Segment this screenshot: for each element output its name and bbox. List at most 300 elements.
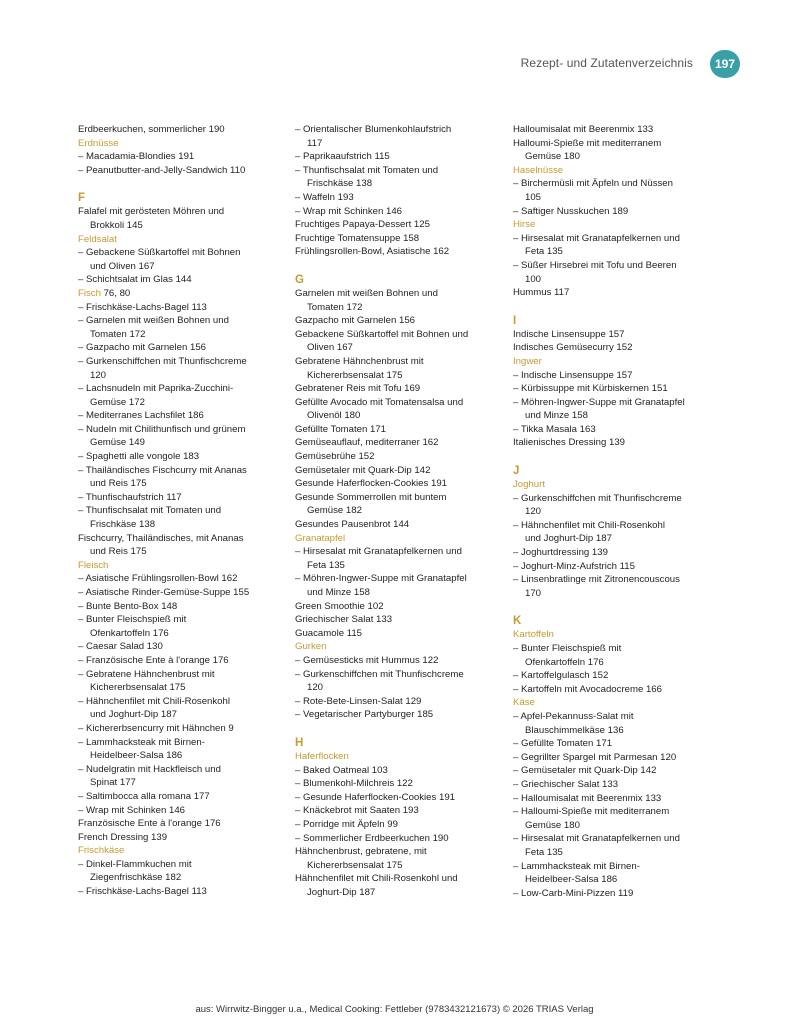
index-subentry <box>513 710 713 724</box>
index-text: Gemüse 180 <box>525 151 580 163</box>
index-category <box>513 478 713 492</box>
index-text: – Tikka Masala 163 <box>513 423 596 435</box>
index-text: Kichererbsensalat 175 <box>90 682 186 694</box>
index-subentry <box>513 642 713 656</box>
index-entry <box>295 423 495 437</box>
index-entry-continuation <box>78 871 278 885</box>
index-subentry <box>78 736 278 750</box>
index-text: – Frischkäse-Lachs-Bagel 113 <box>78 301 207 313</box>
index-category <box>78 559 278 573</box>
index-text: – Thunfischaufstrich 117 <box>78 491 182 503</box>
index-text: Frischkäse 138 <box>307 178 373 190</box>
index-text: – Gebackene Süßkartoffel mit Bohnen <box>78 247 241 259</box>
index-entry <box>78 532 278 546</box>
index-category <box>513 628 713 642</box>
index-text: – Rote-Bete-Linsen-Salat 129 <box>295 695 422 707</box>
running-header-title: Rezept- und Zutatenverzeichnis <box>520 56 693 70</box>
index-entry-continuation <box>513 873 713 887</box>
index-text: – Asiatische Rinder-Gemüse-Suppe 155 <box>78 587 250 598</box>
index-text: Gesunde Haferflocken-Cookies 191 <box>295 478 447 490</box>
index-subentry <box>513 683 713 697</box>
index-subentry <box>513 546 713 560</box>
index-text: – Lammhacksteak mit Birnen- <box>513 860 640 872</box>
index-entry-continuation <box>78 396 278 410</box>
index-text: – Paprikaaufstrich 115 <box>295 151 390 163</box>
index-text: Kartoffeln <box>513 629 554 641</box>
index-text: Fisch <box>78 287 101 299</box>
index-text: und Reis 175 <box>90 478 147 490</box>
index-text: – Saftiger Nusskuchen 189 <box>513 205 629 217</box>
index-text: Indische Linsensuppe 157 <box>513 328 625 340</box>
index-entry-continuation <box>513 409 713 423</box>
index-text: und Joghurt-Dip 187 <box>90 709 177 721</box>
index-text: Tomaten 172 <box>90 328 146 340</box>
index-entry-continuation <box>78 260 278 274</box>
index-subentry <box>78 763 278 777</box>
index-entry-continuation <box>78 776 278 790</box>
index-text: – Waffeln 193 <box>295 191 354 203</box>
index-letter-heading <box>513 314 713 328</box>
index-text: – Garnelen mit weißen Bohnen und <box>78 315 229 327</box>
index-text: – Gegrillter Spargel mit Parmesan 120 <box>513 751 677 763</box>
index-text: 170 <box>525 587 542 599</box>
index-letter-heading <box>295 736 495 750</box>
index-subentry <box>295 164 495 178</box>
index-entry <box>78 831 278 845</box>
index-text: Hähnchenbrust, gebratene, mit <box>295 846 427 858</box>
index-entry <box>295 845 495 859</box>
index-text: I <box>513 314 517 327</box>
index-subentry <box>78 572 278 586</box>
index-text: Ziegenfrischkäse 182 <box>90 872 182 884</box>
index-text: – Kartoffelgulasch 152 <box>513 670 609 682</box>
index-subentry <box>78 722 278 736</box>
index-text: – Halloumisalat mit Beerenmix 133 <box>513 792 662 804</box>
index-entry-continuation <box>513 656 713 670</box>
index-text: Käse <box>513 697 535 709</box>
index-entry-continuation <box>78 219 278 233</box>
index-text: Gefüllte Avocado mit Tomatensalsa und <box>295 396 464 408</box>
index-subentry <box>78 858 278 872</box>
index-subentry <box>78 382 278 396</box>
index-letter-heading <box>78 191 278 205</box>
index-text: Joghurt-Dip 187 <box>307 886 376 898</box>
index-text: Frischkäse 138 <box>90 519 156 531</box>
index-text: Halloumi-Spieße mit mediterranem <box>513 137 662 149</box>
index-text: Garnelen mit weißen Bohnen und <box>295 287 438 299</box>
index-text: Feta 135 <box>525 846 563 858</box>
index-subentry <box>295 708 495 722</box>
index-subentry <box>78 504 278 518</box>
index-subentry <box>295 205 495 219</box>
index-entry-continuation <box>78 518 278 532</box>
index-subentry <box>513 382 713 396</box>
index-subentry <box>78 273 278 287</box>
index-text: Gebackene Süßkartoffel mit Bohnen und <box>295 328 469 340</box>
index-text: Feldsalat <box>78 233 117 245</box>
index-subentry <box>513 887 713 901</box>
index-entry <box>295 872 495 886</box>
index-entry-continuation <box>513 191 713 205</box>
index-entry-continuation <box>78 681 278 695</box>
index-subentry <box>295 191 495 205</box>
index-entry-continuation <box>513 724 713 738</box>
index-entry <box>295 314 495 328</box>
index-entry-continuation <box>513 150 713 164</box>
index-subentry <box>78 790 278 804</box>
index-text: Spinat 177 <box>90 777 136 789</box>
index-entry-continuation <box>295 137 495 151</box>
index-subentry <box>78 586 278 600</box>
index-text: – Joghurtdressing 139 <box>513 547 608 559</box>
index-text: Feta 135 <box>525 246 563 258</box>
index-column-3 <box>513 123 713 900</box>
index-text: Heidelbeer-Salsa 186 <box>90 750 183 762</box>
index-entry <box>295 600 495 614</box>
index-text: – Birchermüsli mit Äpfeln und Nüssen <box>513 178 673 190</box>
index-text: Gebratener Reis mit Tofu 169 <box>295 383 421 395</box>
index-entry-continuation <box>513 587 713 601</box>
index-text: und Joghurt-Dip 187 <box>525 533 612 545</box>
index-text: und Minze 158 <box>525 410 588 422</box>
index-subentry <box>295 804 495 818</box>
index-entry-continuation <box>295 369 495 383</box>
index-subentry <box>78 695 278 709</box>
index-subentry <box>513 764 713 778</box>
index-subentry <box>78 668 278 682</box>
index-text: – Bunte Bento-Box 148 <box>78 600 178 612</box>
index-text: Gurken <box>295 641 327 653</box>
index-text: F <box>78 192 86 205</box>
index-subentry <box>78 613 278 627</box>
index-text: Gemüse 182 <box>307 505 362 517</box>
index-text: – Bunter Fleischspieß mit <box>513 643 622 654</box>
index-subentry <box>513 232 713 246</box>
index-entry <box>295 518 495 532</box>
index-text: Fruchtiges Papaya-Dessert 125 <box>295 219 430 231</box>
index-text: – Linsenbratlinge mit Zitronencouscous <box>513 574 680 586</box>
index-entry-continuation <box>295 341 495 355</box>
index-category <box>513 696 713 710</box>
index-text: Gemüse 180 <box>525 819 580 831</box>
index-text: Ingwer <box>513 355 542 367</box>
index-text: Oliven 167 <box>307 342 353 354</box>
index-text: Indisches Gemüsecurry 152 <box>513 342 633 354</box>
index-subentry <box>78 600 278 614</box>
index-subentry <box>295 654 495 668</box>
index-entry-continuation <box>78 477 278 491</box>
index-entry <box>78 205 278 219</box>
index-text: – Hirsesalat mit Granatapfelkernen und <box>295 546 462 558</box>
index-text: – Porridge mit Äpfeln 99 <box>295 818 398 830</box>
index-text: – Schichtsalat im Glas 144 <box>78 274 192 286</box>
index-text: – Joghurt-Minz-Aufstrich 115 <box>513 560 635 572</box>
index-text: Guacamole 115 <box>295 627 363 639</box>
index-entry <box>295 355 495 369</box>
index-subentry <box>78 885 278 899</box>
index-column-2 <box>295 123 495 899</box>
index-text: – Gurkenschiffchen mit Thunfischcreme <box>78 355 247 367</box>
index-category <box>78 233 278 247</box>
index-entry-continuation <box>295 409 495 423</box>
index-entry-continuation <box>513 273 713 287</box>
index-subentry <box>78 314 278 328</box>
index-entry <box>295 287 495 301</box>
index-subentry <box>513 737 713 751</box>
index-letter-heading <box>513 614 713 628</box>
index-entry-continuation <box>295 559 495 573</box>
index-page-refs: 76, 80 <box>100 287 131 299</box>
index-text: Französische Ente à l'orange 176 <box>78 818 221 830</box>
index-text: Falafel mit gerösteten Möhren und <box>78 206 225 218</box>
index-text: Gazpacho mit Garnelen 156 <box>295 315 415 327</box>
index-text: – Caesar Salad 130 <box>78 641 163 653</box>
index-text: Frühlingsrollen-Bowl, Asiatische 162 <box>295 246 450 258</box>
index-text: – Halloumi-Spieße mit mediterranem <box>513 806 670 818</box>
index-text: J <box>513 465 520 478</box>
index-entry-continuation <box>295 586 495 600</box>
index-subentry <box>78 491 278 505</box>
index-text: – Gazpacho mit Garnelen 156 <box>78 342 206 354</box>
index-text: Granatapfel <box>295 532 346 544</box>
index-text: – Möhren-Ingwer-Suppe mit Granatapfel <box>513 396 685 408</box>
index-entry-continuation <box>295 886 495 900</box>
index-entry-continuation <box>513 819 713 833</box>
index-text: – Nudelgratin mit Hackfleisch und <box>78 763 221 775</box>
index-text: Haferflocken <box>295 750 349 762</box>
index-subentry <box>78 164 278 178</box>
index-subentry <box>78 409 278 423</box>
index-text: Gefüllte Tomaten 171 <box>295 423 387 435</box>
index-subentry <box>78 301 278 315</box>
index-entry <box>513 328 713 342</box>
index-text: – Französische Ente à l'orange 176 <box>78 654 229 666</box>
index-text: – Gurkenschiffchen mit Thunfischcreme <box>513 492 682 504</box>
index-text: – Bunter Fleischspieß mit <box>78 614 187 626</box>
index-text: – Kartoffeln mit Avocadocreme 166 <box>513 683 662 695</box>
index-text: Heidelbeer-Salsa 186 <box>525 874 618 886</box>
index-text: Hirse <box>513 219 536 231</box>
index-entry-continuation <box>78 545 278 559</box>
index-text: – Kürbissuppe mit Kürbiskernen 151 <box>513 383 668 395</box>
index-entry <box>295 613 495 627</box>
index-subentry <box>295 695 495 709</box>
index-text: – Griechischer Salat 133 <box>513 778 619 790</box>
index-entry-continuation <box>78 708 278 722</box>
index-entry <box>78 123 278 137</box>
index-text: – Gefüllte Tomaten 171 <box>513 738 613 750</box>
index-text: und Oliven 167 <box>90 260 155 272</box>
index-text: Olivenöl 180 <box>307 410 361 422</box>
index-entry <box>513 123 713 137</box>
index-text: G <box>295 273 304 286</box>
index-subentry <box>513 259 713 273</box>
index-entry <box>295 245 495 259</box>
index-subentry <box>295 791 495 805</box>
index-text: – Thailändisches Fischcurry mit Ananas <box>78 464 247 476</box>
index-subentry <box>513 860 713 874</box>
index-entry <box>295 382 495 396</box>
index-text: Blauschimmelkäse 136 <box>525 724 624 736</box>
index-text: Tomaten 172 <box>307 301 363 313</box>
index-entry-continuation <box>78 328 278 342</box>
index-text: Gemüsetaler mit Quark-Dip 142 <box>295 464 431 476</box>
index-subentry <box>295 832 495 846</box>
index-subentry <box>78 640 278 654</box>
index-subentry <box>295 764 495 778</box>
index-subentry <box>78 423 278 437</box>
index-category <box>295 750 495 764</box>
index-text: Erdnüsse <box>78 137 119 149</box>
index-entry <box>295 218 495 232</box>
index-text: und Reis 175 <box>90 546 147 558</box>
index-category <box>295 640 495 654</box>
index-text: Kichererbsensalat 175 <box>307 369 403 381</box>
index-subentry <box>513 832 713 846</box>
index-text: – Gemüsetaler mit Quark-Dip 142 <box>513 765 657 777</box>
index-text: – Hirsesalat mit Granatapfelkernen und <box>513 232 680 244</box>
index-subentry <box>513 205 713 219</box>
index-text: Fischcurry, Thailändisches, mit Ananas <box>78 532 244 544</box>
index-text: Gebratene Hähnchenbrust mit <box>295 355 424 367</box>
index-text: Feta 135 <box>307 559 345 571</box>
index-text: Gesunde Sommerrollen mit buntem <box>295 491 447 503</box>
index-text: Italienisches Dressing 139 <box>513 437 625 449</box>
index-text: Halloumisalat mit Beerenmix 133 <box>513 124 654 135</box>
index-text: Gemüsebrühe 152 <box>295 451 375 463</box>
index-text: 117 <box>307 137 323 149</box>
index-subentry <box>295 150 495 164</box>
index-entry-continuation <box>78 436 278 450</box>
index-entry-continuation <box>513 846 713 860</box>
index-entry <box>513 436 713 450</box>
index-entry-continuation <box>513 532 713 546</box>
index-subentry <box>513 778 713 792</box>
index-text: – Knäckebrot mit Saaten 193 <box>295 805 419 817</box>
index-text: Griechischer Salat 133 <box>295 614 393 626</box>
index-text: – Peanutbutter-and-Jelly-Sandwich 110 <box>78 164 246 176</box>
index-text: H <box>295 736 304 749</box>
index-text: 120 <box>525 506 542 518</box>
index-text: – Orientalischer Blumenkohlaufstrich <box>295 124 452 135</box>
index-text: Fleisch <box>78 559 109 571</box>
index-subentry <box>513 423 713 437</box>
index-entry-continuation <box>295 177 495 191</box>
index-text: Frischkäse <box>78 845 125 857</box>
index-text: – Lammhacksteak mit Birnen- <box>78 736 205 748</box>
index-text: – Süßer Hirsebrei mit Tofu und Beeren <box>513 259 677 271</box>
index-subentry <box>513 519 713 533</box>
index-entry <box>513 137 713 151</box>
index-text: – Spaghetti alle vongole 183 <box>78 451 200 463</box>
index-text: – Low-Carb-Mini-Pizzen 119 <box>513 887 634 899</box>
index-subentry <box>295 818 495 832</box>
index-text: – Vegetarischer Partyburger 185 <box>295 709 434 721</box>
index-text: Ofenkartoffeln 176 <box>525 656 604 668</box>
index-entry <box>78 817 278 831</box>
index-subentry <box>295 572 495 586</box>
index-category <box>78 137 278 151</box>
index-category <box>78 844 278 858</box>
index-text: Fruchtige Tomatensuppe 158 <box>295 232 420 244</box>
index-text: und Minze 158 <box>307 587 370 598</box>
index-text: – Hähnchenfilet mit Chili-Rosenkohl <box>78 695 230 707</box>
index-text: – Apfel-Pekannuss-Salat mit <box>513 710 634 722</box>
index-text: – Dinkel-Flammkuchen mit <box>78 858 192 870</box>
index-text: Green Smoothie 102 <box>295 600 384 612</box>
index-text: Joghurt <box>513 479 545 491</box>
index-entry-continuation <box>513 245 713 259</box>
index-subentry <box>78 246 278 260</box>
index-text: – Kichererbsencurry mit Hähnchen 9 <box>78 722 234 734</box>
index-text: Hähnchenfilet mit Chili-Rosenkohl und <box>295 873 458 885</box>
index-text: – Macadamia-Blondies 191 <box>78 151 195 163</box>
index-text: – Wrap mit Schinken 146 <box>295 205 403 217</box>
index-text: 100 <box>525 273 542 285</box>
index-text: – Thunfischsalat mit Tomaten und <box>78 505 222 517</box>
index-category <box>295 532 495 546</box>
index-subentry <box>78 150 278 164</box>
index-subentry <box>78 464 278 478</box>
index-text: – Indische Linsensuppe 157 <box>513 369 633 381</box>
index-text: – Frischkäse-Lachs-Bagel 113 <box>78 886 207 898</box>
index-subentry <box>295 545 495 559</box>
index-text: Hummus 117 <box>513 287 570 299</box>
index-entry-continuation <box>78 749 278 763</box>
index-entry <box>295 396 495 410</box>
index-subentry <box>295 668 495 682</box>
index-subentry <box>513 751 713 765</box>
index-text: Ofenkartoffeln 176 <box>90 627 169 639</box>
index-text: – Wrap mit Schinken 146 <box>78 804 186 816</box>
index-subentry <box>513 805 713 819</box>
index-entry-continuation <box>78 627 278 641</box>
index-entry-continuation <box>295 504 495 518</box>
index-entry <box>295 477 495 491</box>
index-text: – Gemüsesticks mit Hummus 122 <box>295 654 439 666</box>
index-category <box>513 355 713 369</box>
index-text: French Dressing 139 <box>78 831 168 843</box>
index-entry-continuation <box>295 301 495 315</box>
index-text: Kichererbsensalat 175 <box>307 859 403 871</box>
index-text: Gemüseauflauf, mediterraner 162 <box>295 437 439 449</box>
index-text: – Saltimbocca alla romana 177 <box>78 790 210 802</box>
index-subentry <box>513 369 713 383</box>
index-letter-heading <box>295 273 495 287</box>
index-subentry <box>513 669 713 683</box>
index-category <box>513 164 713 178</box>
index-text: – Hähnchenfilet mit Chili-Rosenkohl <box>513 519 665 531</box>
index-entry <box>295 464 495 478</box>
index-column-1 <box>78 123 278 899</box>
index-text: – Asiatische Frühlingsrollen-Bowl 162 <box>78 573 238 585</box>
index-subentry <box>295 123 495 137</box>
index-text: – Gesunde Haferflocken-Cookies 191 <box>295 791 455 803</box>
index-text: Haselnüsse <box>513 164 564 176</box>
index-category <box>78 287 278 301</box>
index-subentry <box>78 341 278 355</box>
index-text: – Blumenkohl-Milchreis 122 <box>295 778 413 790</box>
index-text: – Baked Oatmeal 103 <box>295 764 388 776</box>
index-text: – Hirsesalat mit Granatapfelkernen und <box>513 833 680 845</box>
index-text: – Nudeln mit Chilithunfisch und grünem <box>78 423 246 435</box>
index-entry-continuation <box>513 505 713 519</box>
index-text: – Möhren-Ingwer-Suppe mit Granatapfel <box>295 573 467 585</box>
index-entry-continuation <box>295 859 495 873</box>
index-subentry <box>513 792 713 806</box>
index-entry <box>295 450 495 464</box>
index-text: – Mediterranes Lachsfilet 186 <box>78 410 204 422</box>
